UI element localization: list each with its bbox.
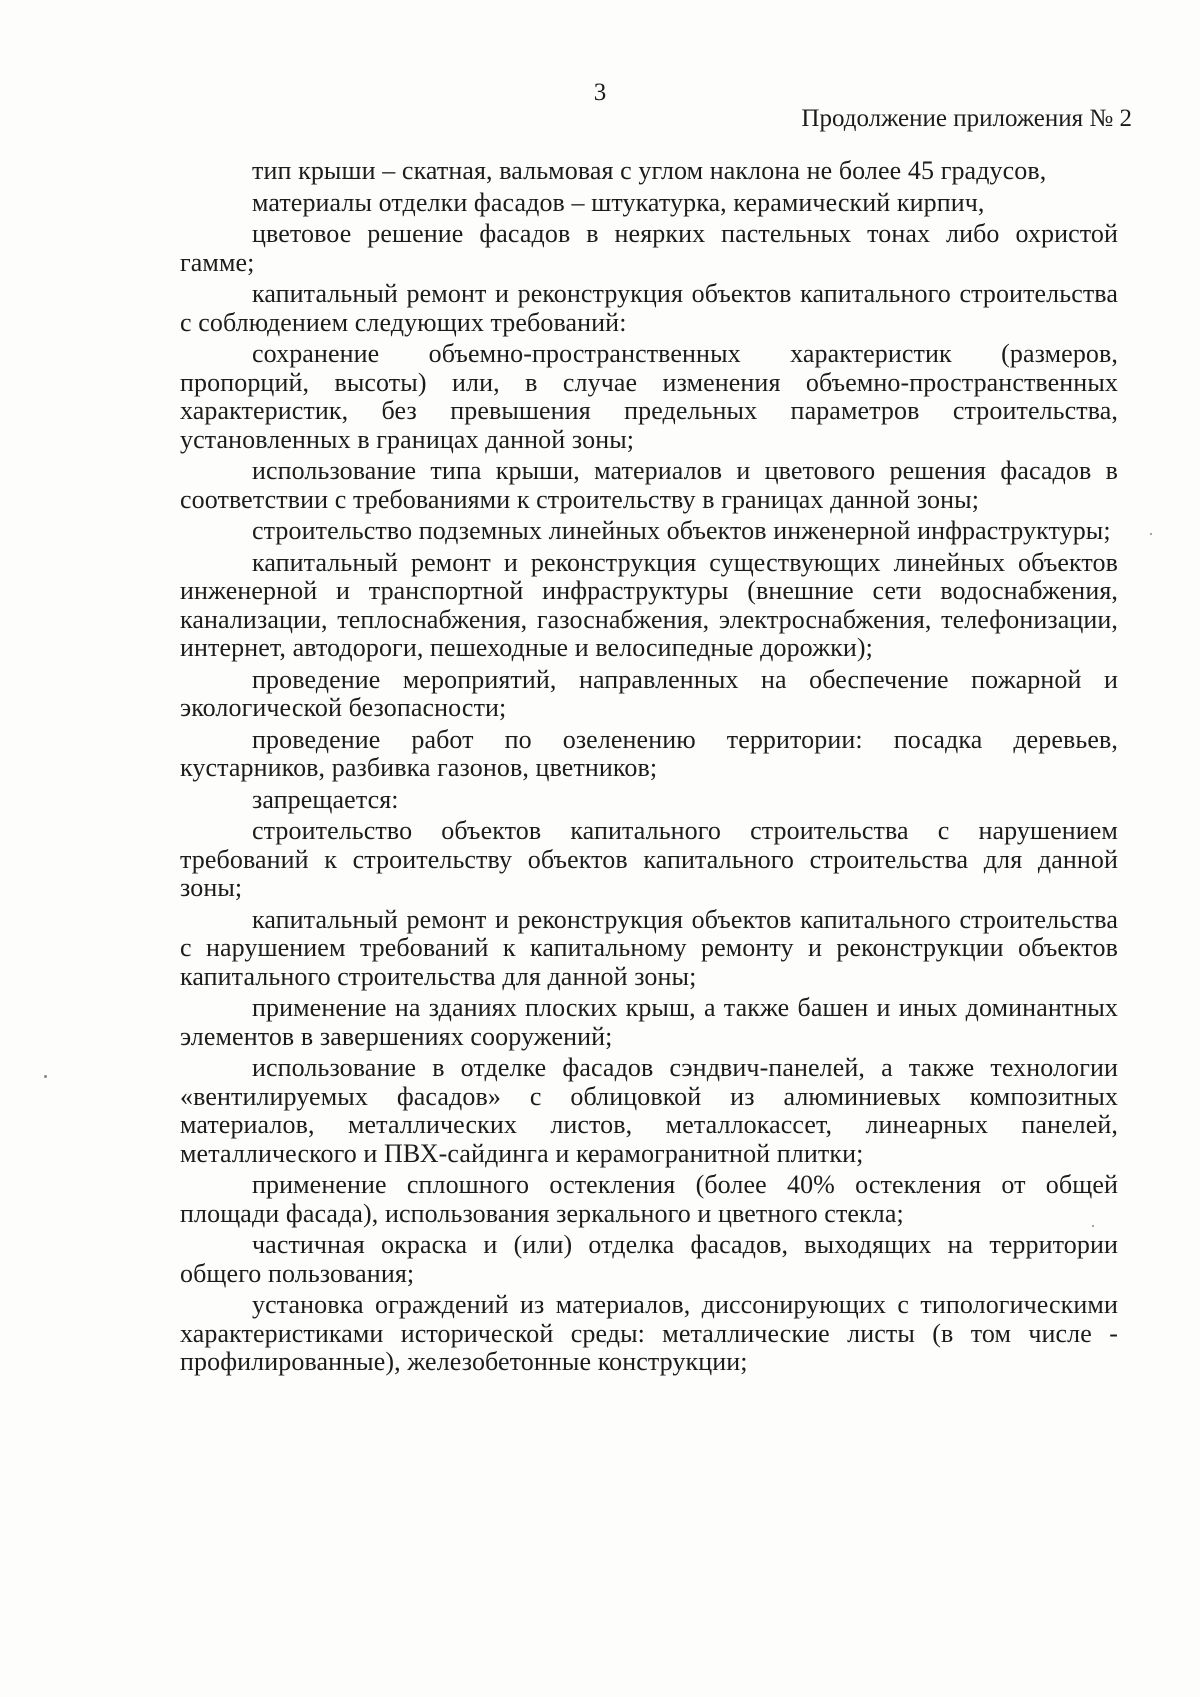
paragraph-facade-materials: материалы отделки фасадов – штукатурка, керамический кирпич, [252,187,985,217]
document-body [180,157,1118,1380]
paragraph-prohibited-heading: запрещается: [252,784,399,814]
paragraph-fire-safety: проведение мероприятий, направленных на обеспечение пожарной и экологической безопасности; [180,664,1118,722]
scan-speck [1092,1225,1094,1227]
paragraph-prohibited-partial-painting: частичная окраска и (или) отделка фасадов, выходящих на территории общего пользования; [180,1230,1118,1288]
paragraph-landscaping: проведение работ по озеленению территории: посадка деревьев, кустарников, разбивка газонов, цветников; [180,724,1118,782]
page-number: 3 [593,79,607,106]
paragraph-prohibited-fences: установка ограждений из материалов, диссонирующих с типологическими характеристиками исторической среды: металлические листы (в том числе - профилированные), железобетонные конструкции; [180,1290,1118,1376]
paragraph-roof-materials-use: использование типа крыши, материалов и цветового решения фасадов в соответствии с требованиями к строительству в границах данной зоны; [180,456,1118,514]
paragraph-prohibited-sandwich-panels: использование в отделке фасадов сэндвич-панелей, а также технологии «вентилируемых фасадов» с облицовкой из алюминиевых композитных материалов, металлических листов, металлокассет, линеарных панелей, металлического и ПВХ-сайдинга и керамогранитной плитки; [180,1053,1118,1168]
scan-speck [1150,533,1152,535]
appendix-continuation-header: Продолжение приложения № 2 [801,105,1132,132]
paragraph-linear-objects-repair: капитальный ремонт и реконструкция существующих линейных объектов инженерной и транспортной инфраструктуры (внешние сети водоснабжения, канализации, теплоснабжения, газоснабжения, электроснабжения, телефонизации, интернет, автодороги, пешеходные и велосипедные дорожки); [180,547,1118,662]
paragraph-underground-infrastructure: строительство подземных линейных объектов инженерной инфраструктуры; [252,516,1111,545]
paragraph-prohibited-construction: строительство объектов капитального строительства с нарушением требований к строительству объектов капитального строительства для данной зоны; [180,816,1118,902]
scan-speck [44,1075,47,1078]
paragraph-prohibited-glazing: применение сплошного остекления (более 40% остекления от общей площади фасада), использования зеркального и цветного стекла; [180,1170,1118,1228]
paragraph-capital-repair: капитальный ремонт и реконструкция объектов капитального строительства с соблюдением следующих требований: [180,279,1118,337]
paragraph-prohibited-flat-roofs: применение на зданиях плоских крыш, а также башен и иных доминантных элементов в завершениях сооружений; [180,993,1118,1051]
paragraph-facade-colors: цветовое решение фасадов в неярких пастельных тонах либо охристой гамме; [180,219,1118,277]
paragraph-roof-type: тип крыши – скатная, вальмовая с углом наклона не более 45 градусов, [252,156,1047,185]
paragraph-prohibited-repair: капитальный ремонт и реконструкция объектов капитального строительства с нарушением требований к капитальному ремонту и реконструкции объектов капитального строительства для данной зоны; [180,904,1118,991]
paragraph-preserve-characteristics: сохранение объемно-пространственных характеристик (размеров, пропорций, высоты) или, в случае изменения объемно-пространственных характеристик, без превышения предельных параметров строительства, установленных в границах данной зоны; [180,339,1118,454]
